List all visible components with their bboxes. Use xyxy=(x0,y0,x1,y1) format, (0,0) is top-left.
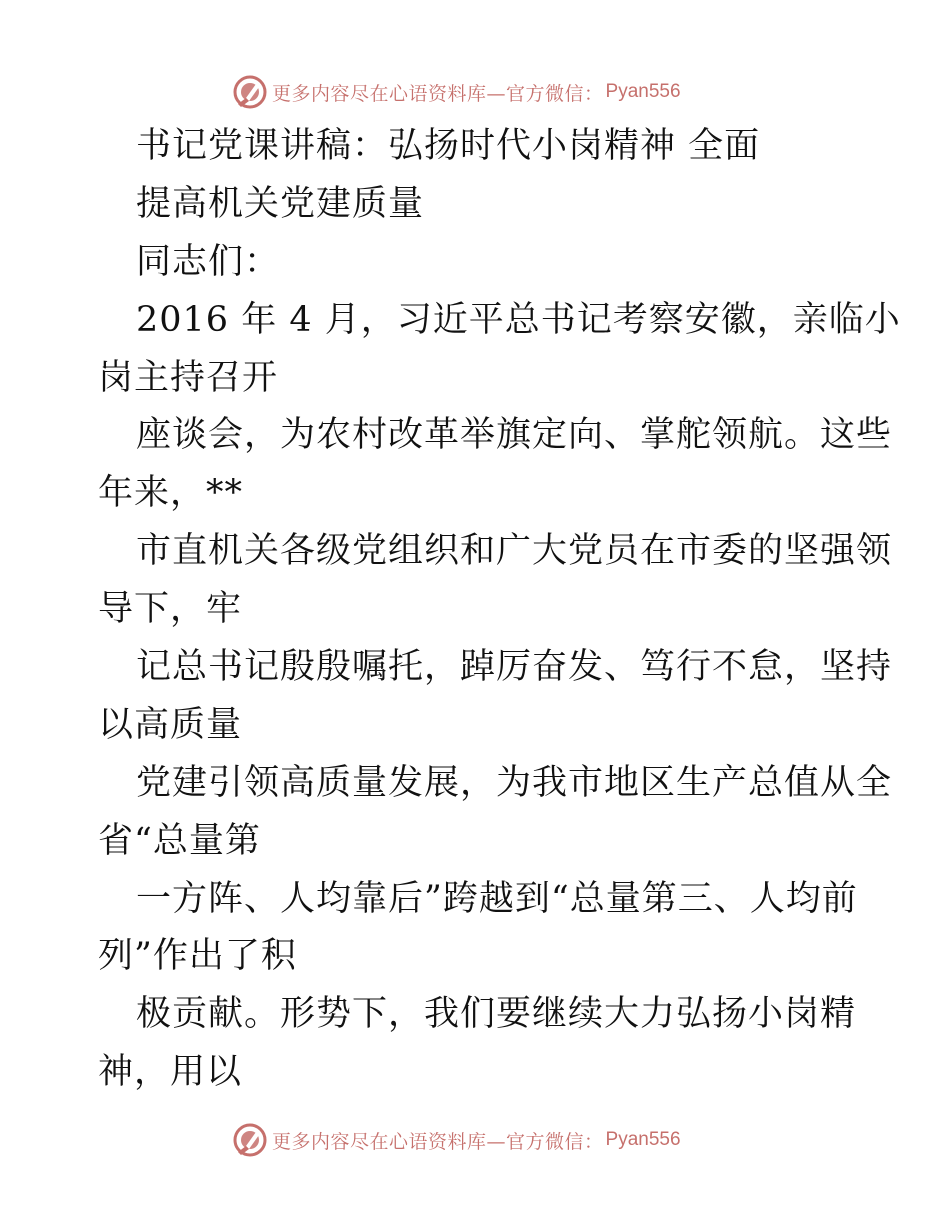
text-line: 列”作出了积 xyxy=(98,936,297,977)
text-line: 岗主持召开 xyxy=(98,357,279,398)
pen-nib-circle-icon xyxy=(232,1122,268,1158)
text-line: 2016 年 4 月，习近平总书记考察安徽，亲临小 xyxy=(136,299,901,340)
text-line: 导下，牢 xyxy=(98,589,243,630)
text-line: 书记党课讲稿：弘扬时代小岗精神 全面 xyxy=(136,126,761,166)
text-line: 以高质量 xyxy=(98,704,243,745)
text-line: 极贡献。形势下，我们要继续大力弘扬小岗精 xyxy=(136,994,857,1035)
text-line: 记总书记殷殷嘱托，踔厉奋发、笃行不怠，坚持 xyxy=(136,647,893,688)
text-line: 一方阵、人均靠后”跨越到“总量第三、人均前 xyxy=(136,878,858,919)
document-body xyxy=(98,118,901,1102)
text-line: 神，用以 xyxy=(98,1052,243,1093)
footer-watermark xyxy=(232,1120,681,1160)
watermark-wechat-id: Pyan556 xyxy=(605,81,681,102)
text-line: 座谈会，为农村改革举旗定向、掌舵领航。这些 xyxy=(136,415,893,456)
text-line: 市直机关各级党组织和广大党员在市委的坚强领 xyxy=(136,531,893,572)
text-line: 年来，** xyxy=(98,473,244,514)
watermark-text: 更多内容尽在心语资料库—官方微信： xyxy=(272,82,604,105)
pen-nib-circle-icon xyxy=(232,74,268,110)
text-line: 省“总量第 xyxy=(98,820,261,861)
header-watermark xyxy=(232,72,681,112)
text-line: 提高机关党建质量 xyxy=(136,183,425,224)
text-line: 同志们： xyxy=(136,241,281,282)
watermark-wechat-id: Pyan556 xyxy=(605,1129,681,1150)
watermark-text: 更多内容尽在心语资料库—官方微信： xyxy=(272,1130,604,1153)
text-line: 党建引领高质量发展，为我市地区生产总值从全 xyxy=(136,762,893,803)
